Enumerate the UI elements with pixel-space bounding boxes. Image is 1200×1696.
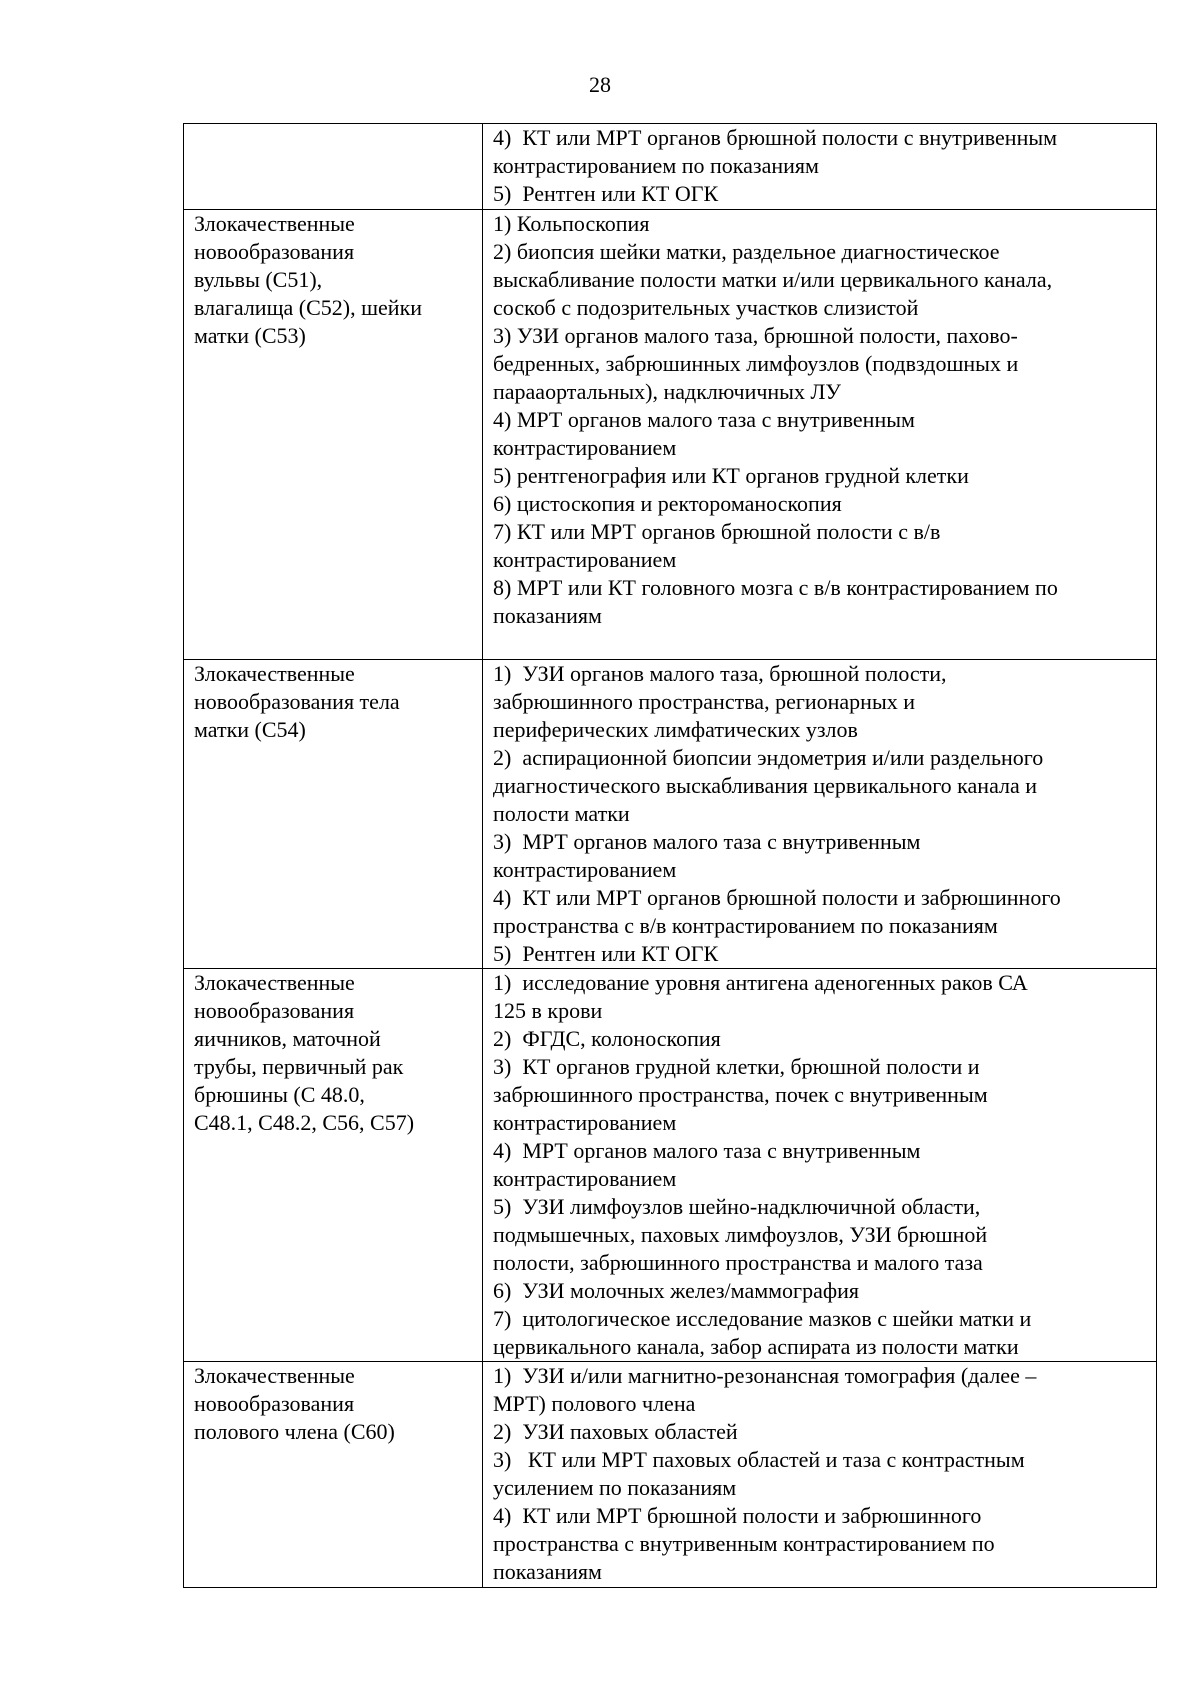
table-row (184, 1362, 1157, 1588)
procedure-line: 4) КТ или МРТ органов брюшной полости с внутривенным (493, 125, 1058, 150)
procedures-cell (483, 1362, 1157, 1588)
procedure-line: 3) КТ органов грудной клетки, брюшной полости и (493, 1054, 980, 1079)
table-row (184, 124, 1157, 210)
procedure-line: 5) Рентген или КТ ОГК (493, 181, 719, 206)
procedure-line: 3) КТ или МРТ паховых областей и таза с контрастным (493, 1447, 1025, 1472)
procedure-line: 7) цитологическое исследование мазков с шейки матки и (493, 1306, 1032, 1331)
procedure-line: показаниям (493, 603, 602, 628)
procedure-line: контрастированием по показаниям (493, 153, 819, 178)
table-row (184, 210, 1157, 660)
diagnosis-line: брюшины (С 48.0, (194, 1082, 365, 1107)
procedure-line: полости матки (493, 801, 630, 826)
procedure-line: контрастированием (493, 1166, 677, 1191)
diagnosis-line: новообразования (194, 1391, 355, 1416)
diagnosis-line: матки (С53) (194, 323, 306, 348)
diagnostics-table (183, 123, 1157, 1588)
procedures-cell (483, 969, 1157, 1362)
diagnosis-cell (184, 969, 483, 1362)
diagnosis-cell (184, 1362, 483, 1588)
procedure-line: подмышечных, паховых лимфоузлов, УЗИ брюшной (493, 1222, 988, 1247)
table-row (184, 660, 1157, 969)
diagnosis-line: новообразования тела (194, 689, 400, 714)
diagnosis-line: новообразования (194, 998, 355, 1023)
diagnosis-line: С48.1, С48.2, С56, С57) (194, 1110, 415, 1135)
procedure-line: контрастированием (493, 1110, 677, 1135)
procedure-line: 4) МРТ органов малого таза с внутривенным (493, 1138, 921, 1163)
procedure-line: усилением по показаниям (493, 1475, 737, 1500)
procedure-line: соскоб с подозрительных участков слизистой (493, 295, 919, 320)
procedure-line: контрастированием (493, 435, 677, 460)
diagnosis-line: Злокачественные (194, 661, 355, 686)
diagnosis-line: Злокачественные (194, 1363, 355, 1388)
procedure-line: 2) биопсия шейки матки, раздельное диагностическое (493, 239, 1000, 264)
procedure-line: бедренных, забрюшинных лимфоузлов (подвздошных и (493, 351, 1019, 376)
procedure-line: 7) КТ или МРТ органов брюшной полости с в/в (493, 519, 941, 544)
procedure-line: забрюшинного пространства, почек с внутривенным (493, 1082, 988, 1107)
procedure-line: цервикального канала, забор аспирата из полости матки (493, 1334, 1019, 1359)
diagnosis-line: Злокачественные (194, 211, 355, 236)
procedure-line: 3) МРТ органов малого таза с внутривенным (493, 829, 921, 854)
procedure-line: 6) цистоскопия и ректороманоскопия (493, 491, 842, 516)
procedures-cell (483, 124, 1157, 210)
procedure-line: 4) КТ или МРТ органов брюшной полости и забрюшинного (493, 885, 1061, 910)
procedure-line: 4) МРТ органов малого таза с внутривенным (493, 407, 915, 432)
diagnosis-cell (184, 210, 483, 660)
procedure-line: 6) УЗИ молочных желез/маммография (493, 1278, 859, 1303)
procedures-cell (483, 210, 1157, 660)
procedure-line: 2) УЗИ паховых областей (493, 1419, 738, 1444)
diagnosis-line: яичников, маточной (194, 1026, 381, 1051)
diagnosis-cell (184, 660, 483, 969)
procedure-line: 125 в крови (493, 998, 603, 1023)
procedure-line: 5) Рентген или КТ ОГК (493, 941, 719, 966)
diagnosis-line: Злокачественные (194, 970, 355, 995)
procedure-line: выскабливание полости матки и/или цервикального канала, (493, 267, 1053, 292)
procedure-line: 5) УЗИ лимфоузлов шейно-надключичной области, (493, 1194, 981, 1219)
procedure-line: пространства с внутривенным контрастированием по (493, 1531, 995, 1556)
procedure-line: контрастированием (493, 857, 677, 882)
procedures-cell (483, 660, 1157, 969)
procedure-line: 1) исследование уровня антигена аденогенных раков СА (493, 970, 1028, 995)
procedure-line: 2) ФГДС, колоноскопия (493, 1026, 721, 1051)
procedure-line: МРТ) полового члена (493, 1391, 696, 1416)
diagnosis-line: полового члена (С60) (194, 1419, 395, 1444)
procedure-line: 2) аспирационной биопсии эндометрия и/или раздельного (493, 745, 1044, 770)
procedure-line: показаниям (493, 1559, 602, 1584)
diagnosis-line: влагалища (С52), шейки (194, 295, 423, 320)
procedure-line: 1) УЗИ органов малого таза, брюшной полости, (493, 661, 947, 686)
procedure-line: 1) УЗИ и/или магнитно-резонансная томография (далее – (493, 1363, 1037, 1388)
procedure-line: 4) КТ или МРТ брюшной полости и забрюшинного (493, 1503, 982, 1528)
procedure-line: периферических лимфатических узлов (493, 717, 858, 742)
diagnosis-line: новообразования (194, 239, 355, 264)
procedure-line: забрюшинного пространства, регионарных и (493, 689, 915, 714)
diagnosis-line: вульвы (С51), (194, 267, 323, 292)
diagnosis-line: трубы, первичный рак (194, 1054, 404, 1079)
procedure-line: 3) УЗИ органов малого таза, брюшной полости, пахово- (493, 323, 1018, 348)
diagnosis-line: матки (С54) (194, 717, 306, 742)
diagnosis-cell (184, 124, 483, 210)
procedure-line: контрастированием (493, 547, 677, 572)
table-row (184, 969, 1157, 1362)
procedure-line: пространства с в/в контрастированием по показаниям (493, 913, 998, 938)
procedure-line: парааортальных), надключичных ЛУ (493, 379, 841, 404)
procedure-line: 8) МРТ или КТ головного мозга с в/в контрастированием по (493, 575, 1058, 600)
page-number: 28 (589, 72, 611, 97)
procedure-line: полости, забрюшинного пространства и малого таза (493, 1250, 983, 1275)
procedure-line: 1) Кольпоскопия (493, 211, 650, 236)
procedure-line: 5) рентгенография или КТ органов грудной клетки (493, 463, 969, 488)
procedure-line: диагностического выскабливания цервикального канала и (493, 773, 1038, 798)
